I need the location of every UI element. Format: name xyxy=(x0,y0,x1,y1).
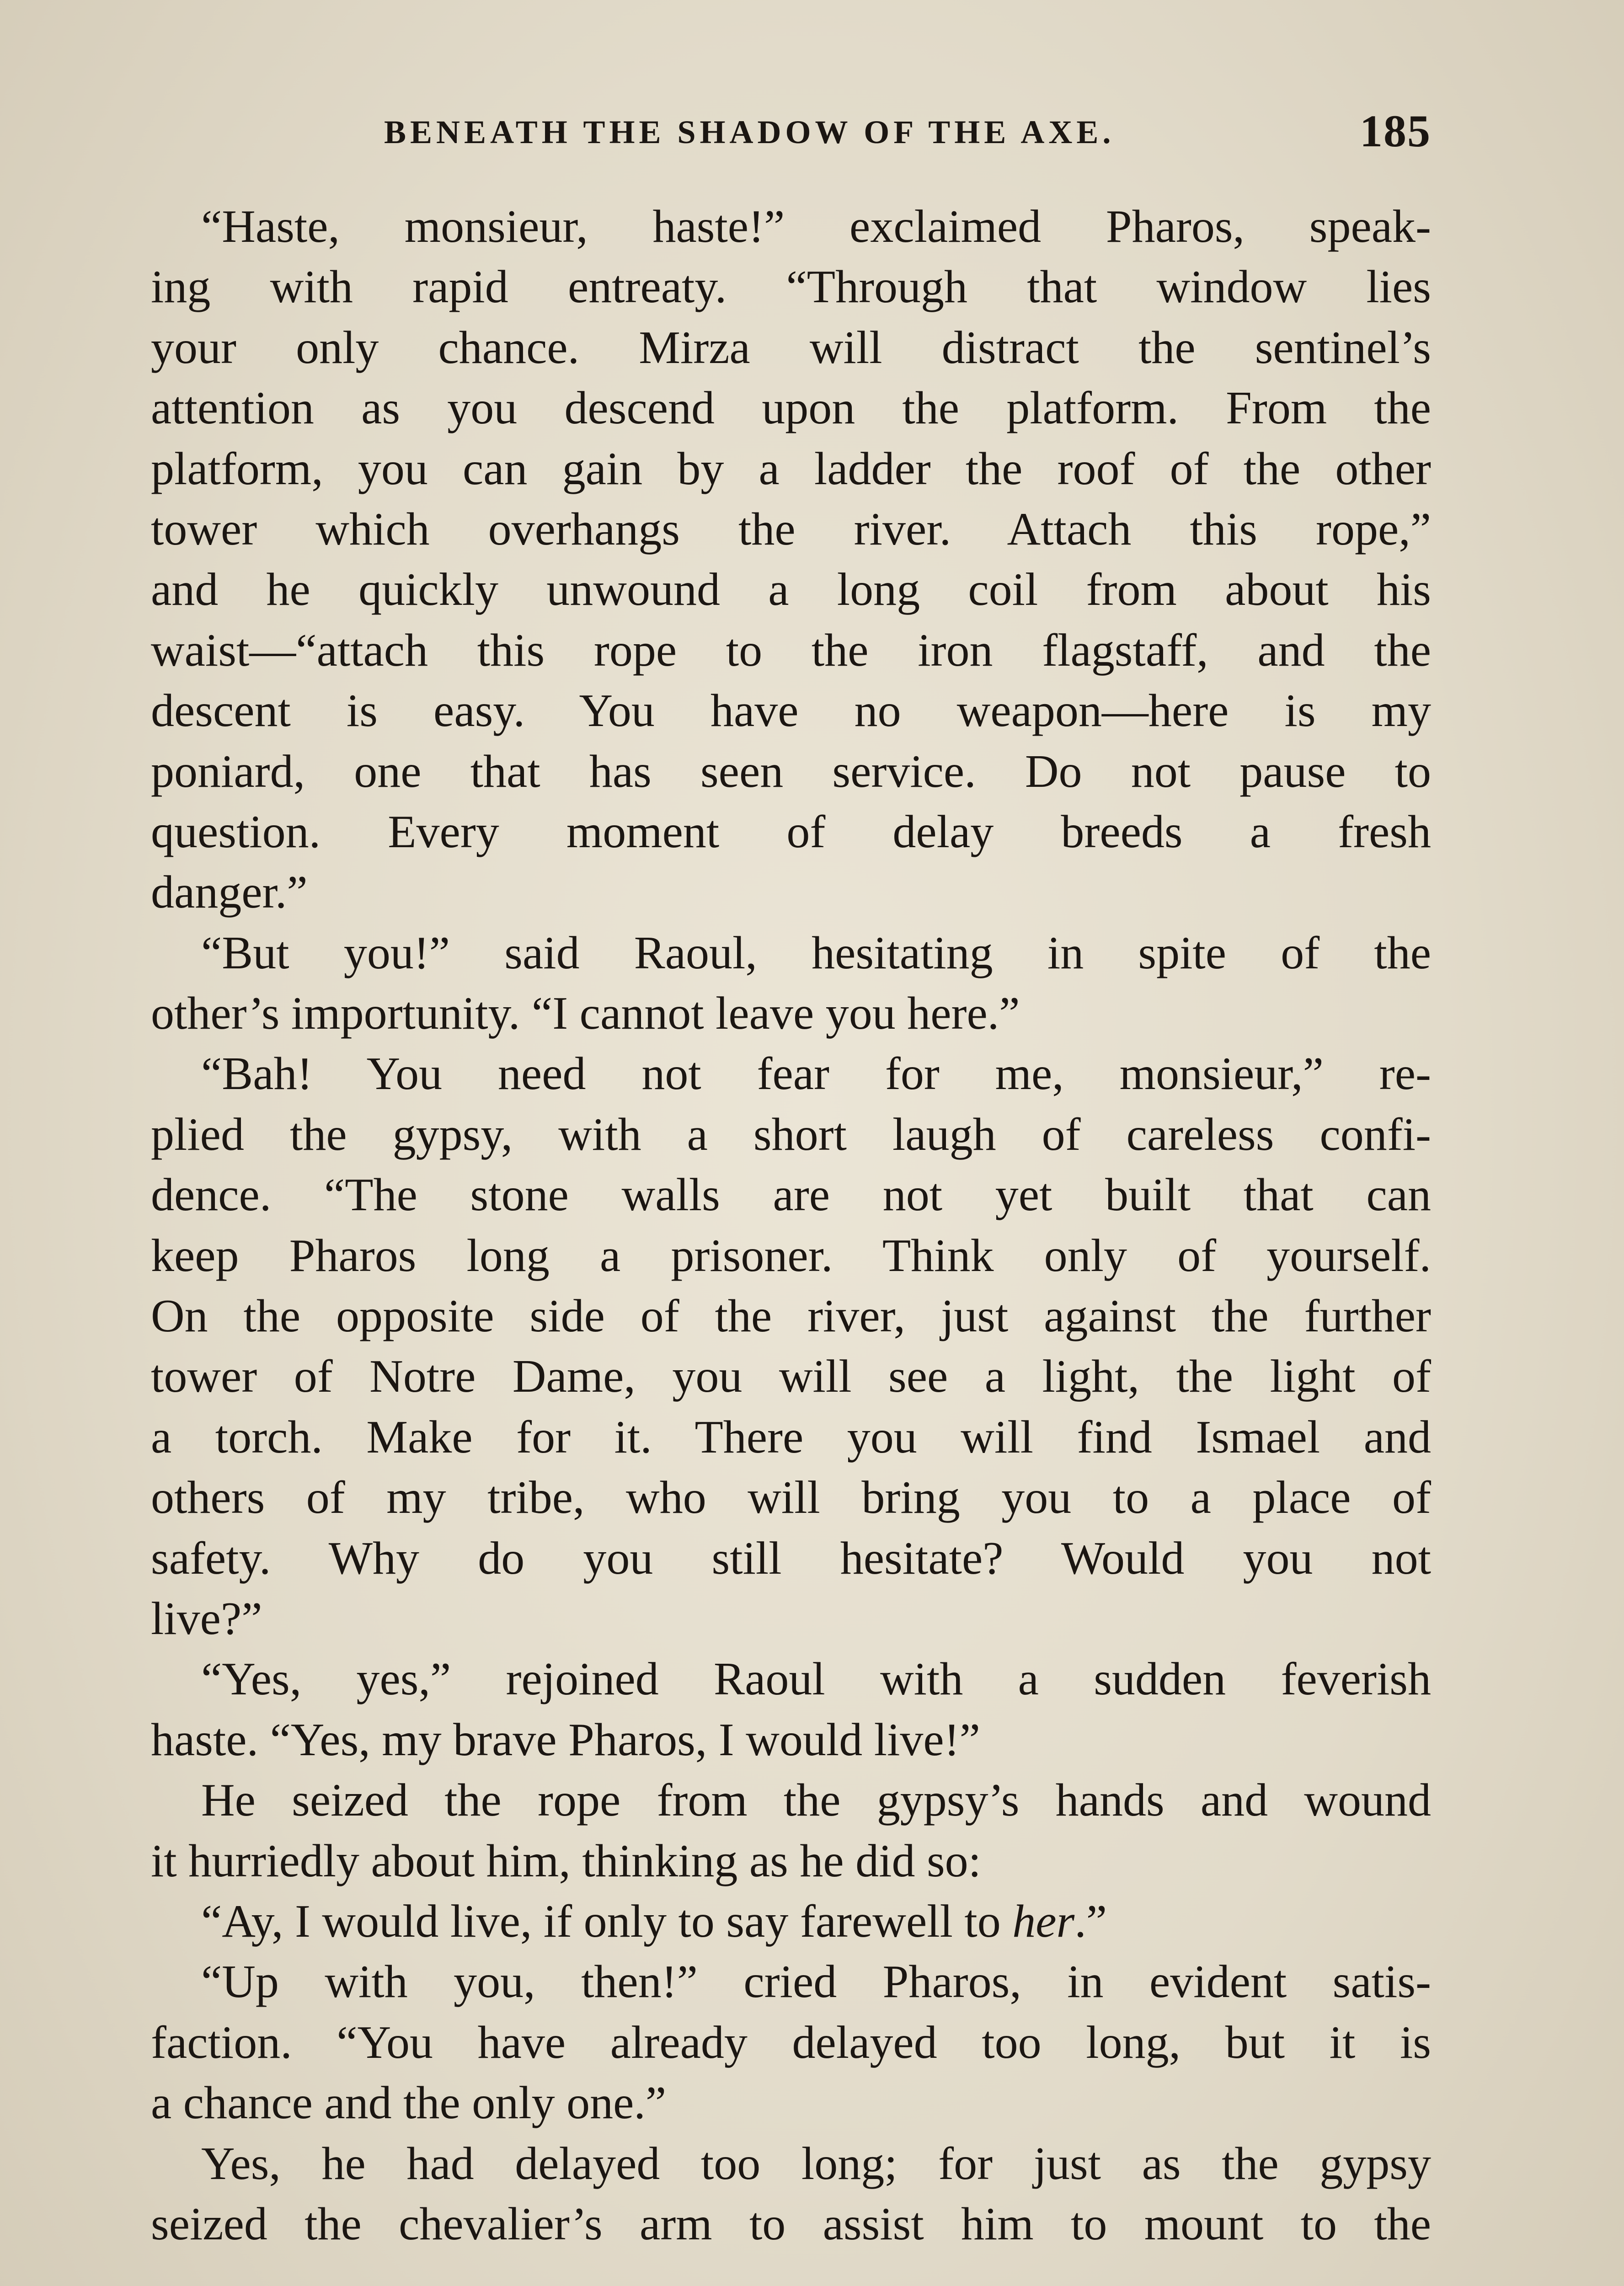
text-line: plied the gypsy, with a short laugh of careless confi- xyxy=(151,1108,1431,1160)
text-line: poniard, one that has seen service. Do not pause to xyxy=(151,745,1431,797)
text-line: He seized the rope from the gypsy’s hands and wound xyxy=(201,1774,1431,1827)
text-line: “Up with you, then!” cried Pharos, in evident satis- xyxy=(201,1956,1431,2008)
text-line: waist—“attach this rope to the iron flagstaff, and the xyxy=(151,624,1431,676)
text-line: a chance and the only one.” xyxy=(151,2077,667,2129)
text-line: faction. “You have already delayed too long, but it is xyxy=(151,2016,1431,2068)
text-line: keep Pharos long a prisoner. Think only of yourself. xyxy=(151,1229,1431,1282)
text-line: tower of Notre Dame, you will see a light, the light of xyxy=(151,1351,1431,1403)
text-line: and he quickly unwound a long coil from about his xyxy=(151,564,1431,616)
text-line: On the opposite side of the river, just against the further xyxy=(151,1290,1431,1342)
text-line: others of my tribe, who will bring you to a place of xyxy=(151,1472,1431,1524)
text-line: Yes, he had delayed too long; for just as the gypsy xyxy=(201,2137,1431,2190)
text-line: question. Every moment of delay breeds a fresh xyxy=(151,806,1431,858)
text-line: your only chance. Mirza will distract the sentinel’s xyxy=(151,321,1431,374)
text-line: “Ay, I would live, if only to say farewell to her.” xyxy=(201,1895,1107,1947)
text-line: seized the chevalier’s arm to assist him to mount to the xyxy=(151,2198,1431,2250)
running-head xyxy=(151,98,1431,162)
text-line: “Bah! You need not fear for me, monsieur,” re- xyxy=(201,1048,1431,1100)
text-line: “Haste, monsieur, haste!” exclaimed Pharos, speak- xyxy=(201,201,1431,252)
page-number: 185 xyxy=(1360,106,1431,156)
text-line: danger.” xyxy=(151,866,308,919)
text-line: “Yes, yes,” rejoined Raoul with a sudden feverish xyxy=(201,1653,1431,1705)
text-line: platform, you can gain by a ladder the roof of the other xyxy=(151,443,1431,495)
text-line: descent is easy. You have no weapon—here is my xyxy=(151,685,1431,737)
text-line: other’s importunity. “I cannot leave you here.” xyxy=(151,988,1020,1040)
text-line: “But you!” said Raoul, hesitating in spite of the xyxy=(201,927,1431,979)
body-text xyxy=(151,197,1431,2254)
text-line: ing with rapid entreaty. “Through that window lies xyxy=(151,261,1431,313)
text-line: haste. “Yes, my brave Pharos, I would live!” xyxy=(151,1714,980,1766)
text-line: a torch. Make for it. There you will find Ismael and xyxy=(151,1411,1431,1463)
running-title: BENEATH THE SHADOW OF THE AXE. xyxy=(384,114,1115,150)
emphasis: her xyxy=(1012,1895,1075,1947)
text-line: dence. “The stone walls are not yet built that can xyxy=(151,1169,1431,1221)
text-line: attention as you descend upon the platform. From the xyxy=(151,382,1431,434)
text-line: it hurriedly about him, thinking as he did so: xyxy=(151,1835,981,1887)
text-line: tower which overhangs the river. Attach this rope,” xyxy=(151,503,1431,555)
text-line: safety. Why do you still hesitate? Would you not xyxy=(151,1532,1431,1584)
text-line: live?” xyxy=(151,1592,262,1645)
